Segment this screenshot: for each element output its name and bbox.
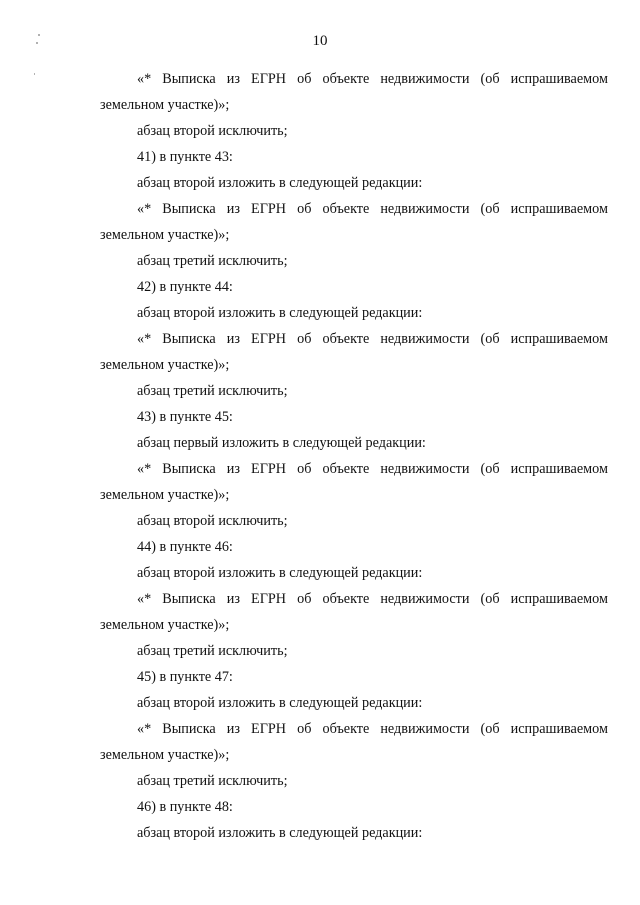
- quote-word: (об: [480, 201, 500, 217]
- quote-word: ЕГРН: [251, 71, 287, 87]
- quote-word: недвижимости: [380, 721, 470, 737]
- quoted-line: [100, 66, 608, 92]
- quote-word: Выписка: [162, 71, 216, 87]
- amendment-line: абзац второй изложить в следующей редакции:: [137, 565, 423, 581]
- quote-word: испрашиваемом: [510, 201, 608, 217]
- quote-word: Выписка: [162, 331, 216, 347]
- quote-word: «*: [137, 591, 152, 607]
- quote-word: «*: [137, 331, 152, 347]
- quote-word: (об: [480, 461, 500, 477]
- quote-word: объекте: [322, 71, 370, 87]
- quote-word: «*: [137, 201, 152, 217]
- quote-word: объекте: [322, 721, 370, 737]
- amendment-line: абзац второй исключить;: [137, 513, 288, 529]
- quote-word: объекте: [322, 201, 370, 217]
- quote-word: недвижимости: [380, 461, 470, 477]
- amendment-line: 42) в пункте 44:: [137, 279, 233, 295]
- quote-word: об: [297, 721, 312, 737]
- amendment-line: абзац второй изложить в следующей редакции:: [137, 175, 423, 191]
- quote-word: недвижимости: [380, 591, 470, 607]
- amendment-line: абзац третий исключить;: [137, 773, 288, 789]
- continuation-line: земельном участке)»;: [100, 487, 230, 503]
- document-body: [100, 66, 608, 846]
- quote-word: Выписка: [162, 721, 216, 737]
- quote-word: ЕГРН: [251, 461, 287, 477]
- quote-word: «*: [137, 71, 152, 87]
- quote-word: из: [226, 591, 240, 607]
- quote-word: об: [297, 71, 312, 87]
- quoted-line: [100, 196, 608, 222]
- quote-word: об: [297, 201, 312, 217]
- quote-word: испрашиваемом: [510, 591, 608, 607]
- quote-word: об: [297, 591, 312, 607]
- continuation-line: земельном участке)»;: [100, 617, 230, 633]
- quote-word: об: [297, 331, 312, 347]
- amendment-line: 46) в пункте 48:: [137, 799, 233, 815]
- quote-word: об: [297, 461, 312, 477]
- quote-word: испрашиваемом: [510, 461, 608, 477]
- continuation-line: земельном участке)»;: [100, 357, 230, 373]
- amendment-line: абзац второй изложить в следующей редакции:: [137, 695, 423, 711]
- page-number: 10: [312, 33, 328, 49]
- quote-word: «*: [137, 721, 152, 737]
- amendment-line: абзац второй изложить в следующей редакции:: [137, 825, 423, 841]
- amendment-line: абзац первый изложить в следующей редакции:: [137, 435, 426, 451]
- amendment-line: 41) в пункте 43:: [137, 149, 233, 165]
- amendment-line: 43) в пункте 45:: [137, 409, 233, 425]
- amendment-line: 45) в пункте 47:: [137, 669, 233, 685]
- quote-word: недвижимости: [380, 201, 470, 217]
- quote-word: из: [226, 71, 240, 87]
- quote-word: «*: [137, 461, 152, 477]
- quote-word: объекте: [322, 331, 370, 347]
- quote-word: недвижимости: [380, 71, 470, 87]
- quote-word: Выписка: [162, 461, 216, 477]
- quote-word: из: [226, 201, 240, 217]
- quote-word: объекте: [322, 461, 370, 477]
- quoted-line: [100, 326, 608, 352]
- amendment-line: 44) в пункте 46:: [137, 539, 233, 555]
- quote-word: испрашиваемом: [510, 71, 608, 87]
- quote-word: ЕГРН: [251, 201, 287, 217]
- scan-speck: [34, 73, 35, 75]
- quote-word: ЕГРН: [251, 721, 287, 737]
- continuation-line: земельном участке)»;: [100, 747, 230, 763]
- amendment-line: абзац второй исключить;: [137, 123, 288, 139]
- quote-word: ЕГРН: [251, 591, 287, 607]
- amendment-line: абзац третий исключить;: [137, 253, 288, 269]
- quote-word: из: [226, 331, 240, 347]
- quoted-line: [100, 456, 608, 482]
- quote-word: Выписка: [162, 591, 216, 607]
- continuation-line: земельном участке)»;: [100, 227, 230, 243]
- quote-word: (об: [480, 71, 500, 87]
- quote-word: объекте: [322, 591, 370, 607]
- amendment-line: абзац третий исключить;: [137, 643, 288, 659]
- quote-word: из: [226, 461, 240, 477]
- quote-word: (об: [480, 721, 500, 737]
- quote-word: Выписка: [162, 201, 216, 217]
- amendment-line: абзац третий исключить;: [137, 383, 288, 399]
- amendment-line: абзац второй изложить в следующей редакции:: [137, 305, 423, 321]
- quoted-line: [100, 716, 608, 742]
- quote-word: ЕГРН: [251, 331, 287, 347]
- quote-word: из: [226, 721, 240, 737]
- quote-word: (об: [480, 331, 500, 347]
- continuation-line: земельном участке)»;: [100, 97, 230, 113]
- quote-word: недвижимости: [380, 331, 470, 347]
- quote-word: (об: [480, 591, 500, 607]
- quote-word: испрашиваемом: [510, 721, 608, 737]
- quoted-line: [100, 586, 608, 612]
- quote-word: испрашиваемом: [510, 331, 608, 347]
